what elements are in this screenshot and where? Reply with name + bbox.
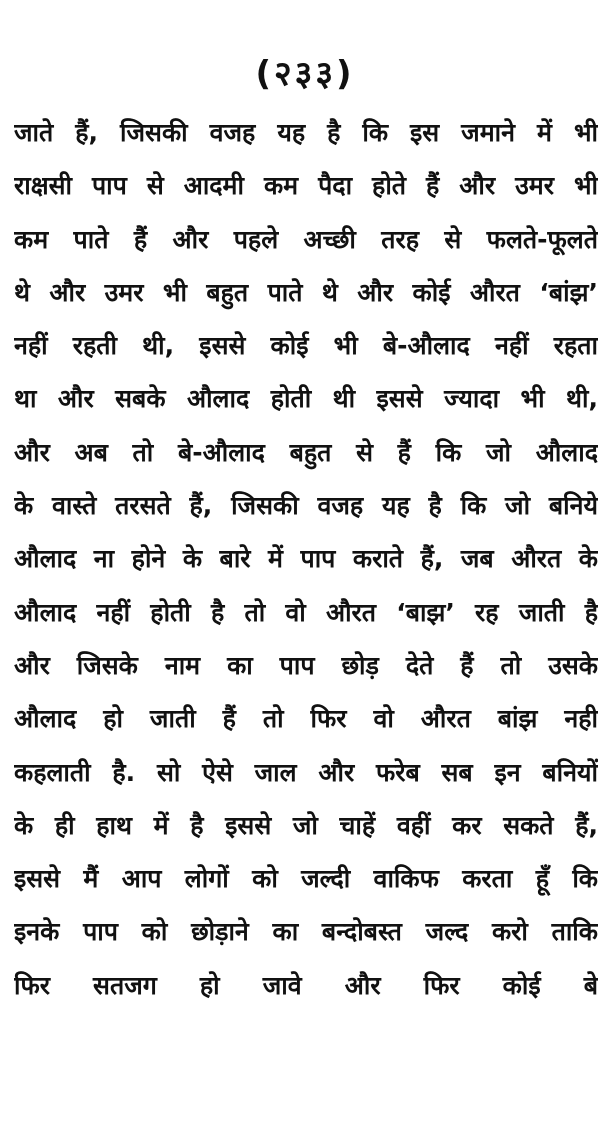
text-line: इससे मैं आप लोगों को जल्दी वाकिफ करता हूँ कि [14,864,598,894]
text-line: राक्षसी पाप से आदमी कम पैदा होते हैं और उमर भी [14,171,598,201]
text-line: कहलाती है. सो ऐसे जाल और फरेब सब इन बनियों [14,757,598,787]
text-line: औलाद ना होने के बारे में पाप कराते हैं, जब औरत के [14,544,598,574]
text-line: कम पाते हैं और पहले अच्छी तरह से फलते-फूलते [14,224,598,254]
text-line: नहीं रहती थी, इससे कोई भी बे-औलाद नहीं रहता [14,331,598,361]
text-line: जाते हैं, जिसकी वजह यह है कि इस जमाने में भी [14,118,598,147]
text-line: के वास्ते तरसते हैं, जिसकी वजह यह है कि जो बनिये [14,491,598,521]
page-number: (२३३) [255,54,355,94]
text-line: के ही हाथ में है इससे जो चाहें वहीं कर सकते हैं, [14,810,598,840]
text-line: था और सबके औलाद होती थी इससे ज्यादा भी थी, [14,384,598,414]
text-line: थे और उमर भी बहुत पाते थे और कोई औरत ‘बांझ’ [14,277,598,307]
text-line: और जिसके नाम का पाप छोड़ देते हैं तो उसके [14,650,598,680]
text-line: औलाद नहीं होती है तो वो औरत ‘बाझ’ रह जाती है [14,597,598,627]
text-line: औलाद हो जाती हैं तो फिर वो औरत बांझ नही [14,704,598,734]
text-line: फिर सतजग हो जावे और फिर कोई बे [14,970,598,1000]
text-line: और अब तो बे-औलाद बहुत से हैं कि जो औलाद [14,437,598,467]
body-text [14,106,598,1012]
text-line: इनके पाप को छोड़ाने का बन्दोबस्त जल्द करो ताकि [14,917,598,947]
